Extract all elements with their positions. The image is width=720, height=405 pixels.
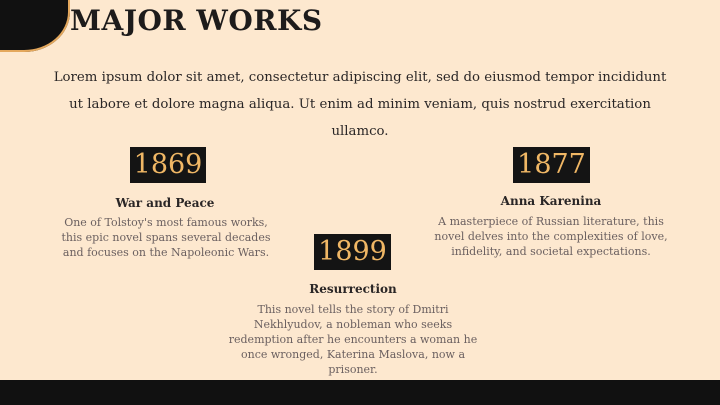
slide-title: MAJOR WORKS (70, 4, 323, 37)
work-description-resurrection: This novel tells the story of Dmitri Nekhlyudov, a nobleman who seeks redemption after he encounters a woman he once wronged, Katerina Maslova, now a prisoner. (228, 303, 478, 376)
intro-paragraph: Lorem ipsum dolor sit amet, consectetur adipiscing elit, sed do eiusmod tempor incididunt ut labore et dolore magna aliqua. Ut enim ad minim veniam, quis nostrud exercitation ullamco. (53, 70, 667, 139)
year-badge-1869: 1869 (130, 147, 206, 183)
year-badge-1877: 1877 (513, 147, 590, 183)
work-title-resurrection: Resurrection (309, 282, 397, 296)
work-title-war-and-peace: War and Peace (115, 196, 215, 210)
corner-accent-line (0, 0, 70, 52)
work-title-anna-karenina: Anna Karenina (500, 194, 602, 208)
work-description-anna-karenina: A masterpiece of Russian literature, this novel delves into the complexities of love, infidelity, and societal expectations. (434, 215, 668, 258)
year-badge-1899: 1899 (314, 234, 391, 270)
work-description-war-and-peace: One of Tolstoy's most famous works, this epic novel spans several decades and focuses on the Napoleonic Wars. (61, 216, 271, 259)
